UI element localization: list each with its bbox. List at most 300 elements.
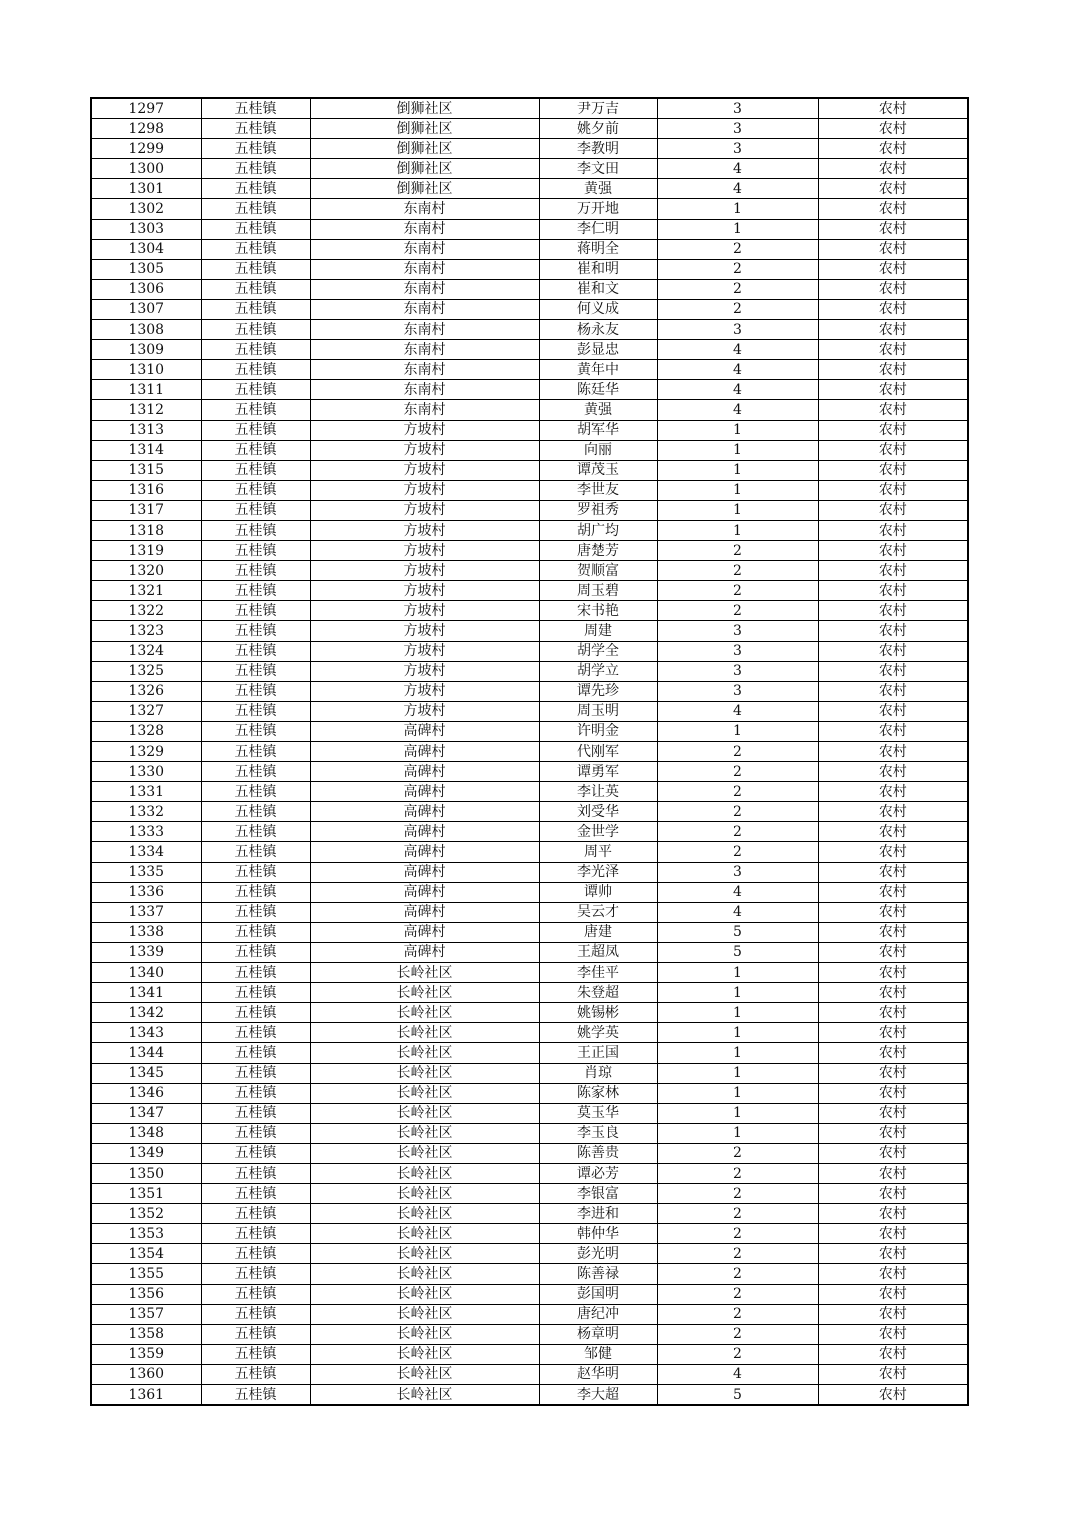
area-type-cell: 农村 bbox=[818, 782, 968, 802]
village-cell: 方坡村 bbox=[310, 420, 539, 440]
village-cell: 方坡村 bbox=[310, 621, 539, 641]
row-number-cell: 1339 bbox=[91, 942, 201, 962]
table-row bbox=[91, 742, 968, 762]
table-row bbox=[91, 279, 968, 299]
name-cell: 李银富 bbox=[539, 1184, 657, 1204]
village-cell: 东南村 bbox=[310, 320, 539, 340]
row-number-cell: 1360 bbox=[91, 1364, 201, 1384]
table-row bbox=[91, 460, 968, 480]
level-cell: 1 bbox=[657, 219, 818, 239]
area-type-cell: 农村 bbox=[818, 159, 968, 179]
town-cell: 五桂镇 bbox=[201, 219, 310, 239]
village-cell: 东南村 bbox=[310, 239, 539, 259]
level-cell: 2 bbox=[657, 842, 818, 862]
area-type-cell: 农村 bbox=[818, 299, 968, 319]
level-cell: 2 bbox=[657, 561, 818, 581]
table-row bbox=[91, 1204, 968, 1224]
level-cell: 2 bbox=[657, 541, 818, 561]
row-number-cell: 1348 bbox=[91, 1123, 201, 1143]
row-number-cell: 1333 bbox=[91, 822, 201, 842]
village-cell: 方坡村 bbox=[310, 641, 539, 661]
level-cell: 1 bbox=[657, 1083, 818, 1103]
village-cell: 东南村 bbox=[310, 299, 539, 319]
level-cell: 2 bbox=[657, 1284, 818, 1304]
village-cell: 东南村 bbox=[310, 259, 539, 279]
village-cell: 东南村 bbox=[310, 279, 539, 299]
row-number-cell: 1297 bbox=[91, 98, 201, 119]
village-cell: 长岭社区 bbox=[310, 1163, 539, 1183]
area-type-cell: 农村 bbox=[818, 1143, 968, 1163]
row-number-cell: 1336 bbox=[91, 882, 201, 902]
area-type-cell: 农村 bbox=[818, 1163, 968, 1183]
name-cell: 李仁明 bbox=[539, 219, 657, 239]
name-cell: 肖琼 bbox=[539, 1063, 657, 1083]
row-number-cell: 1305 bbox=[91, 259, 201, 279]
town-cell: 五桂镇 bbox=[201, 500, 310, 520]
table-row bbox=[91, 340, 968, 360]
level-cell: 3 bbox=[657, 621, 818, 641]
table-row bbox=[91, 601, 968, 621]
row-number-cell: 1350 bbox=[91, 1163, 201, 1183]
name-cell: 崔和明 bbox=[539, 259, 657, 279]
name-cell: 刘受华 bbox=[539, 802, 657, 822]
table-row bbox=[91, 701, 968, 721]
table-row bbox=[91, 1143, 968, 1163]
level-cell: 4 bbox=[657, 882, 818, 902]
village-cell: 倒狮社区 bbox=[310, 159, 539, 179]
table-row bbox=[91, 681, 968, 701]
level-cell: 4 bbox=[657, 340, 818, 360]
area-type-cell: 农村 bbox=[818, 1244, 968, 1264]
village-cell: 长岭社区 bbox=[310, 963, 539, 983]
row-number-cell: 1320 bbox=[91, 561, 201, 581]
table-row bbox=[91, 299, 968, 319]
village-cell: 长岭社区 bbox=[310, 1184, 539, 1204]
table-row bbox=[91, 259, 968, 279]
village-cell: 长岭社区 bbox=[310, 1344, 539, 1364]
level-cell: 3 bbox=[657, 862, 818, 882]
area-type-cell: 农村 bbox=[818, 842, 968, 862]
table-row bbox=[91, 963, 968, 983]
row-number-cell: 1324 bbox=[91, 641, 201, 661]
village-cell: 长岭社区 bbox=[310, 1123, 539, 1143]
level-cell: 1 bbox=[657, 1063, 818, 1083]
village-cell: 方坡村 bbox=[310, 701, 539, 721]
area-type-cell: 农村 bbox=[818, 762, 968, 782]
table-row bbox=[91, 98, 968, 119]
town-cell: 五桂镇 bbox=[201, 1184, 310, 1204]
table-row bbox=[91, 1344, 968, 1364]
level-cell: 4 bbox=[657, 360, 818, 380]
area-type-cell: 农村 bbox=[818, 742, 968, 762]
area-type-cell: 农村 bbox=[818, 1083, 968, 1103]
area-type-cell: 农村 bbox=[818, 480, 968, 500]
table-row bbox=[91, 661, 968, 681]
town-cell: 五桂镇 bbox=[201, 742, 310, 762]
town-cell: 五桂镇 bbox=[201, 922, 310, 942]
level-cell: 3 bbox=[657, 641, 818, 661]
town-cell: 五桂镇 bbox=[201, 862, 310, 882]
village-cell: 长岭社区 bbox=[310, 1083, 539, 1103]
row-number-cell: 1310 bbox=[91, 360, 201, 380]
area-type-cell: 农村 bbox=[818, 802, 968, 822]
town-cell: 五桂镇 bbox=[201, 400, 310, 420]
table-row bbox=[91, 882, 968, 902]
row-number-cell: 1303 bbox=[91, 219, 201, 239]
level-cell: 1 bbox=[657, 440, 818, 460]
village-cell: 长岭社区 bbox=[310, 1284, 539, 1304]
row-number-cell: 1327 bbox=[91, 701, 201, 721]
town-cell: 五桂镇 bbox=[201, 802, 310, 822]
name-cell: 彭光明 bbox=[539, 1244, 657, 1264]
level-cell: 2 bbox=[657, 1244, 818, 1264]
town-cell: 五桂镇 bbox=[201, 601, 310, 621]
level-cell: 4 bbox=[657, 400, 818, 420]
row-number-cell: 1338 bbox=[91, 922, 201, 942]
village-cell: 方坡村 bbox=[310, 581, 539, 601]
table-row bbox=[91, 561, 968, 581]
table-row bbox=[91, 762, 968, 782]
area-type-cell: 农村 bbox=[818, 340, 968, 360]
area-type-cell: 农村 bbox=[818, 440, 968, 460]
level-cell: 2 bbox=[657, 802, 818, 822]
row-number-cell: 1311 bbox=[91, 380, 201, 400]
town-cell: 五桂镇 bbox=[201, 762, 310, 782]
table-row bbox=[91, 721, 968, 741]
table-row bbox=[91, 1364, 968, 1384]
row-number-cell: 1356 bbox=[91, 1284, 201, 1304]
table-row bbox=[91, 480, 968, 500]
town-cell: 五桂镇 bbox=[201, 842, 310, 862]
area-type-cell: 农村 bbox=[818, 279, 968, 299]
row-number-cell: 1314 bbox=[91, 440, 201, 460]
town-cell: 五桂镇 bbox=[201, 661, 310, 681]
town-cell: 五桂镇 bbox=[201, 782, 310, 802]
area-type-cell: 农村 bbox=[818, 400, 968, 420]
level-cell: 2 bbox=[657, 1324, 818, 1344]
village-cell: 长岭社区 bbox=[310, 1143, 539, 1163]
table-row bbox=[91, 1003, 968, 1023]
village-cell: 方坡村 bbox=[310, 681, 539, 701]
town-cell: 五桂镇 bbox=[201, 1023, 310, 1043]
name-cell: 黄强 bbox=[539, 400, 657, 420]
name-cell: 万开地 bbox=[539, 199, 657, 219]
name-cell: 李教明 bbox=[539, 139, 657, 159]
level-cell: 2 bbox=[657, 1143, 818, 1163]
row-number-cell: 1340 bbox=[91, 963, 201, 983]
area-type-cell: 农村 bbox=[818, 1324, 968, 1344]
area-type-cell: 农村 bbox=[818, 1284, 968, 1304]
table-row bbox=[91, 500, 968, 520]
area-type-cell: 农村 bbox=[818, 1184, 968, 1204]
area-type-cell: 农村 bbox=[818, 641, 968, 661]
row-number-cell: 1318 bbox=[91, 520, 201, 540]
town-cell: 五桂镇 bbox=[201, 541, 310, 561]
name-cell: 唐纪冲 bbox=[539, 1304, 657, 1324]
area-type-cell: 农村 bbox=[818, 822, 968, 842]
table-row bbox=[91, 1184, 968, 1204]
village-cell: 高碑村 bbox=[310, 862, 539, 882]
town-cell: 五桂镇 bbox=[201, 1063, 310, 1083]
area-type-cell: 农村 bbox=[818, 420, 968, 440]
name-cell: 莫玉华 bbox=[539, 1103, 657, 1123]
row-number-cell: 1351 bbox=[91, 1184, 201, 1204]
level-cell: 1 bbox=[657, 420, 818, 440]
level-cell: 1 bbox=[657, 480, 818, 500]
row-number-cell: 1357 bbox=[91, 1304, 201, 1324]
table-row bbox=[91, 1224, 968, 1244]
name-cell: 李世友 bbox=[539, 480, 657, 500]
town-cell: 五桂镇 bbox=[201, 581, 310, 601]
row-number-cell: 1312 bbox=[91, 400, 201, 420]
village-cell: 高碑村 bbox=[310, 782, 539, 802]
area-type-cell: 农村 bbox=[818, 621, 968, 641]
level-cell: 1 bbox=[657, 1123, 818, 1143]
level-cell: 2 bbox=[657, 762, 818, 782]
area-type-cell: 农村 bbox=[818, 681, 968, 701]
row-number-cell: 1309 bbox=[91, 340, 201, 360]
table-row bbox=[91, 139, 968, 159]
village-cell: 长岭社区 bbox=[310, 1003, 539, 1023]
table-row bbox=[91, 1023, 968, 1043]
table-row bbox=[91, 983, 968, 1003]
area-type-cell: 农村 bbox=[818, 601, 968, 621]
area-type-cell: 农村 bbox=[818, 1023, 968, 1043]
level-cell: 2 bbox=[657, 299, 818, 319]
name-cell: 胡学全 bbox=[539, 641, 657, 661]
table-row bbox=[91, 1324, 968, 1344]
area-type-cell: 农村 bbox=[818, 219, 968, 239]
table-row bbox=[91, 1385, 968, 1406]
town-cell: 五桂镇 bbox=[201, 1204, 310, 1224]
table-row bbox=[91, 822, 968, 842]
area-type-cell: 农村 bbox=[818, 661, 968, 681]
name-cell: 陈家林 bbox=[539, 1083, 657, 1103]
town-cell: 五桂镇 bbox=[201, 1344, 310, 1364]
name-cell: 吴云才 bbox=[539, 902, 657, 922]
town-cell: 五桂镇 bbox=[201, 299, 310, 319]
village-cell: 东南村 bbox=[310, 219, 539, 239]
village-cell: 高碑村 bbox=[310, 942, 539, 962]
village-cell: 方坡村 bbox=[310, 541, 539, 561]
row-number-cell: 1304 bbox=[91, 239, 201, 259]
town-cell: 五桂镇 bbox=[201, 701, 310, 721]
area-type-cell: 农村 bbox=[818, 179, 968, 199]
name-cell: 陈善禄 bbox=[539, 1264, 657, 1284]
row-number-cell: 1361 bbox=[91, 1385, 201, 1406]
area-type-cell: 农村 bbox=[818, 1123, 968, 1143]
row-number-cell: 1317 bbox=[91, 500, 201, 520]
level-cell: 1 bbox=[657, 199, 818, 219]
row-number-cell: 1346 bbox=[91, 1083, 201, 1103]
name-cell: 李佳平 bbox=[539, 963, 657, 983]
area-type-cell: 农村 bbox=[818, 963, 968, 983]
town-cell: 五桂镇 bbox=[201, 1244, 310, 1264]
table-row bbox=[91, 842, 968, 862]
table-row bbox=[91, 179, 968, 199]
area-type-cell: 农村 bbox=[818, 581, 968, 601]
row-number-cell: 1322 bbox=[91, 601, 201, 621]
table-row bbox=[91, 420, 968, 440]
town-cell: 五桂镇 bbox=[201, 561, 310, 581]
town-cell: 五桂镇 bbox=[201, 98, 310, 119]
village-cell: 东南村 bbox=[310, 360, 539, 380]
table-row bbox=[91, 360, 968, 380]
village-cell: 长岭社区 bbox=[310, 1224, 539, 1244]
name-cell: 胡学立 bbox=[539, 661, 657, 681]
table-row bbox=[91, 1043, 968, 1063]
level-cell: 2 bbox=[657, 239, 818, 259]
town-cell: 五桂镇 bbox=[201, 199, 310, 219]
name-cell: 谭勇军 bbox=[539, 762, 657, 782]
area-type-cell: 农村 bbox=[818, 98, 968, 119]
village-cell: 方坡村 bbox=[310, 520, 539, 540]
town-cell: 五桂镇 bbox=[201, 1163, 310, 1183]
row-number-cell: 1352 bbox=[91, 1204, 201, 1224]
name-cell: 赵华明 bbox=[539, 1364, 657, 1384]
town-cell: 五桂镇 bbox=[201, 1103, 310, 1123]
row-number-cell: 1354 bbox=[91, 1244, 201, 1264]
row-number-cell: 1300 bbox=[91, 159, 201, 179]
name-cell: 黄强 bbox=[539, 179, 657, 199]
name-cell: 杨永友 bbox=[539, 320, 657, 340]
level-cell: 2 bbox=[657, 1163, 818, 1183]
town-cell: 五桂镇 bbox=[201, 480, 310, 500]
name-cell: 李进和 bbox=[539, 1204, 657, 1224]
village-cell: 长岭社区 bbox=[310, 1063, 539, 1083]
name-cell: 陈善贵 bbox=[539, 1143, 657, 1163]
name-cell: 彭显忠 bbox=[539, 340, 657, 360]
level-cell: 4 bbox=[657, 179, 818, 199]
name-cell: 周玉碧 bbox=[539, 581, 657, 601]
level-cell: 1 bbox=[657, 1003, 818, 1023]
village-cell: 方坡村 bbox=[310, 480, 539, 500]
village-cell: 长岭社区 bbox=[310, 1264, 539, 1284]
roster-table bbox=[90, 97, 969, 1406]
name-cell: 李玉良 bbox=[539, 1123, 657, 1143]
area-type-cell: 农村 bbox=[818, 1385, 968, 1406]
area-type-cell: 农村 bbox=[818, 701, 968, 721]
name-cell: 何义成 bbox=[539, 299, 657, 319]
table-row bbox=[91, 199, 968, 219]
level-cell: 1 bbox=[657, 520, 818, 540]
area-type-cell: 农村 bbox=[818, 1364, 968, 1384]
table-row bbox=[91, 159, 968, 179]
area-type-cell: 农村 bbox=[818, 862, 968, 882]
level-cell: 2 bbox=[657, 581, 818, 601]
area-type-cell: 农村 bbox=[818, 259, 968, 279]
village-cell: 长岭社区 bbox=[310, 1324, 539, 1344]
level-cell: 4 bbox=[657, 902, 818, 922]
row-number-cell: 1302 bbox=[91, 199, 201, 219]
village-cell: 方坡村 bbox=[310, 440, 539, 460]
name-cell: 胡军华 bbox=[539, 420, 657, 440]
area-type-cell: 农村 bbox=[818, 1204, 968, 1224]
name-cell: 陈廷华 bbox=[539, 380, 657, 400]
area-type-cell: 农村 bbox=[818, 1224, 968, 1244]
town-cell: 五桂镇 bbox=[201, 902, 310, 922]
area-type-cell: 农村 bbox=[818, 139, 968, 159]
row-number-cell: 1334 bbox=[91, 842, 201, 862]
table-row bbox=[91, 1304, 968, 1324]
name-cell: 罗祖秀 bbox=[539, 500, 657, 520]
village-cell: 高碑村 bbox=[310, 902, 539, 922]
row-number-cell: 1358 bbox=[91, 1324, 201, 1344]
village-cell: 高碑村 bbox=[310, 922, 539, 942]
name-cell: 周玉明 bbox=[539, 701, 657, 721]
level-cell: 2 bbox=[657, 1224, 818, 1244]
area-type-cell: 农村 bbox=[818, 922, 968, 942]
name-cell: 谭必芳 bbox=[539, 1163, 657, 1183]
area-type-cell: 农村 bbox=[818, 983, 968, 1003]
town-cell: 五桂镇 bbox=[201, 1364, 310, 1384]
table-row bbox=[91, 239, 968, 259]
row-number-cell: 1321 bbox=[91, 581, 201, 601]
name-cell: 胡广均 bbox=[539, 520, 657, 540]
town-cell: 五桂镇 bbox=[201, 159, 310, 179]
area-type-cell: 农村 bbox=[818, 1344, 968, 1364]
level-cell: 5 bbox=[657, 1385, 818, 1406]
level-cell: 1 bbox=[657, 963, 818, 983]
name-cell: 姚学英 bbox=[539, 1023, 657, 1043]
name-cell: 李让英 bbox=[539, 782, 657, 802]
name-cell: 黄年中 bbox=[539, 360, 657, 380]
town-cell: 五桂镇 bbox=[201, 942, 310, 962]
village-cell: 倒狮社区 bbox=[310, 119, 539, 139]
level-cell: 3 bbox=[657, 119, 818, 139]
village-cell: 倒狮社区 bbox=[310, 179, 539, 199]
level-cell: 3 bbox=[657, 661, 818, 681]
row-number-cell: 1329 bbox=[91, 742, 201, 762]
town-cell: 五桂镇 bbox=[201, 621, 310, 641]
table-row bbox=[91, 922, 968, 942]
village-cell: 方坡村 bbox=[310, 601, 539, 621]
row-number-cell: 1355 bbox=[91, 1264, 201, 1284]
table-row bbox=[91, 1284, 968, 1304]
town-cell: 五桂镇 bbox=[201, 641, 310, 661]
village-cell: 高碑村 bbox=[310, 842, 539, 862]
row-number-cell: 1326 bbox=[91, 681, 201, 701]
level-cell: 4 bbox=[657, 159, 818, 179]
name-cell: 彭国明 bbox=[539, 1284, 657, 1304]
table-row bbox=[91, 1123, 968, 1143]
village-cell: 高碑村 bbox=[310, 742, 539, 762]
table-row bbox=[91, 440, 968, 460]
town-cell: 五桂镇 bbox=[201, 1123, 310, 1143]
level-cell: 2 bbox=[657, 1264, 818, 1284]
name-cell: 邹健 bbox=[539, 1344, 657, 1364]
area-type-cell: 农村 bbox=[818, 119, 968, 139]
town-cell: 五桂镇 bbox=[201, 1324, 310, 1344]
town-cell: 五桂镇 bbox=[201, 440, 310, 460]
row-number-cell: 1319 bbox=[91, 541, 201, 561]
town-cell: 五桂镇 bbox=[201, 1304, 310, 1324]
area-type-cell: 农村 bbox=[818, 1063, 968, 1083]
table-row bbox=[91, 541, 968, 561]
town-cell: 五桂镇 bbox=[201, 963, 310, 983]
level-cell: 5 bbox=[657, 922, 818, 942]
row-number-cell: 1301 bbox=[91, 179, 201, 199]
row-number-cell: 1328 bbox=[91, 721, 201, 741]
area-type-cell: 农村 bbox=[818, 320, 968, 340]
town-cell: 五桂镇 bbox=[201, 279, 310, 299]
village-cell: 东南村 bbox=[310, 340, 539, 360]
row-number-cell: 1306 bbox=[91, 279, 201, 299]
row-number-cell: 1343 bbox=[91, 1023, 201, 1043]
village-cell: 长岭社区 bbox=[310, 1364, 539, 1384]
village-cell: 长岭社区 bbox=[310, 1043, 539, 1063]
name-cell: 李光泽 bbox=[539, 862, 657, 882]
